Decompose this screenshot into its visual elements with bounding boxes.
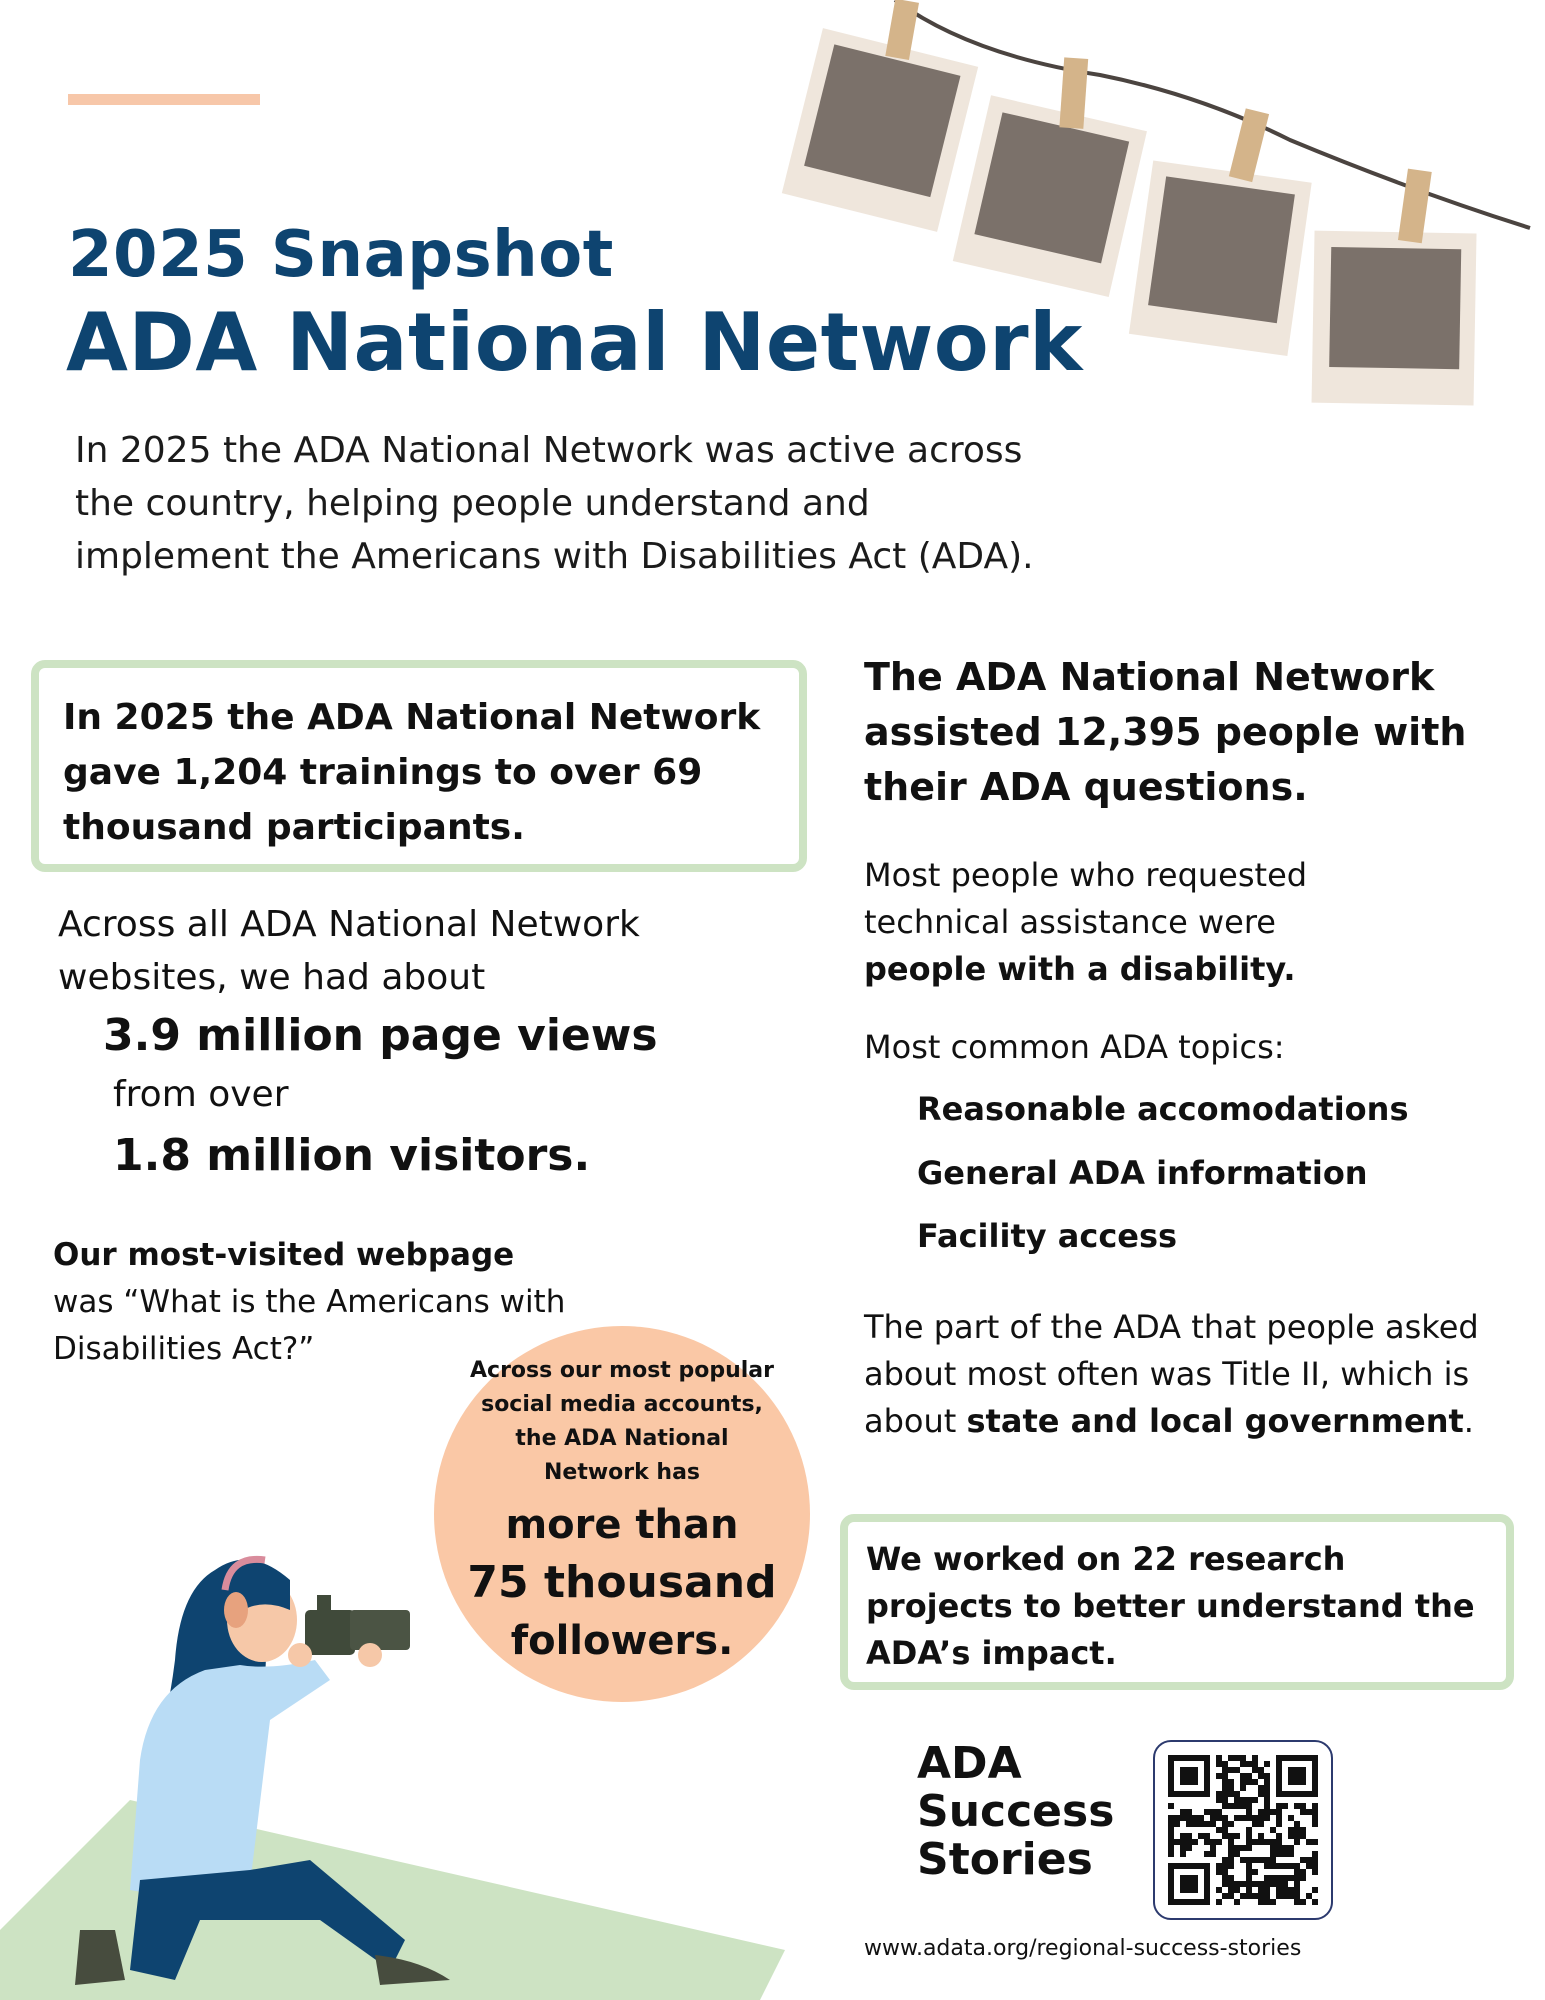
social-line-2: 75 thousand (467, 1557, 777, 1608)
qr-finder-square (1288, 1767, 1306, 1785)
topics-label: Most common ADA topics: (864, 1028, 1285, 1066)
clothespin-4 (1398, 169, 1432, 244)
requester-text: Most people who requested technical assistance were (864, 856, 1308, 941)
qr-finder-square (1180, 1875, 1198, 1893)
assistance-headline: The ADA National Network assisted 12,395 people with their ADA questions. (864, 655, 1467, 809)
topic-item: General ADA information (917, 1154, 1368, 1192)
social-line-3: followers. (510, 1618, 734, 1664)
qr-code[interactable] (1153, 1740, 1333, 1920)
polaroid-1 (782, 28, 978, 232)
clothespin-2 (1059, 57, 1088, 129)
most-visited-bold: Our most-visited webpage (53, 1237, 515, 1273)
topic-item: Facility access (917, 1217, 1178, 1255)
accent-bar (68, 94, 260, 105)
page-views-stat: 3.9 million page views (103, 1010, 658, 1061)
requester-paragraph (864, 852, 1384, 993)
polaroid-4 (1312, 231, 1477, 406)
camera-body (305, 1610, 355, 1655)
research-box (840, 1514, 1514, 1690)
research-text: We worked on 22 research projects to better understand the ADA’s impact. (866, 1540, 1475, 1672)
camera-lens (350, 1610, 410, 1650)
title-ii-paragraph: The part of the ADA that people asked about most often was Title II, which is about state and local government. (864, 1308, 1479, 1440)
most-visited-rest: was “What is the Americans with Disabilities Act?” (53, 1284, 566, 1367)
social-media-circle (434, 1326, 810, 1702)
qr-finder-square (1180, 1767, 1198, 1785)
polaroid-3 (1129, 160, 1312, 356)
success-stories-url[interactable]: www.adata.org/regional-success-stories (864, 1936, 1302, 1961)
title-ii-bold: state and local government (966, 1402, 1464, 1440)
social-followers (434, 1496, 810, 1670)
success-stories-label: ADA Success Stories (917, 1738, 1115, 1885)
visitors-stat: 1.8 million visitors. (113, 1130, 591, 1181)
intro-paragraph: In 2025 the ADA National Network was active across the country, helping people understand and implement the Americans with Disabilities Act (ADA). (75, 430, 1034, 577)
most-visited-text (53, 1232, 573, 1373)
websites-intro: Across all ADA National Network websites, we had about (58, 904, 640, 998)
topic-item: Reasonable accomodations (917, 1090, 1409, 1128)
social-line-1: more than (505, 1502, 739, 1548)
requester-bold: people with a disability. (864, 950, 1296, 988)
polaroid-2 (953, 95, 1147, 297)
title-ii-text: The part of the ADA that people asked about most often was Title II, which is about (864, 1308, 1479, 1440)
qr-code-pattern (1168, 1755, 1318, 1905)
from-over-text: from over (113, 1074, 289, 1115)
page-subtitle: 2025 Snapshot (68, 218, 614, 292)
social-small-text: Across our most popular social media accounts, the ADA National Network has (470, 1358, 774, 1485)
trainings-text: In 2025 the ADA National Network gave 1,204 trainings to over 69 thousand participants. (63, 697, 761, 848)
clothespin-3 (1229, 108, 1269, 182)
trainings-box (31, 660, 807, 872)
polaroid-photos-illustration (770, 0, 1545, 420)
page-title: ADA National Network (66, 296, 1083, 389)
